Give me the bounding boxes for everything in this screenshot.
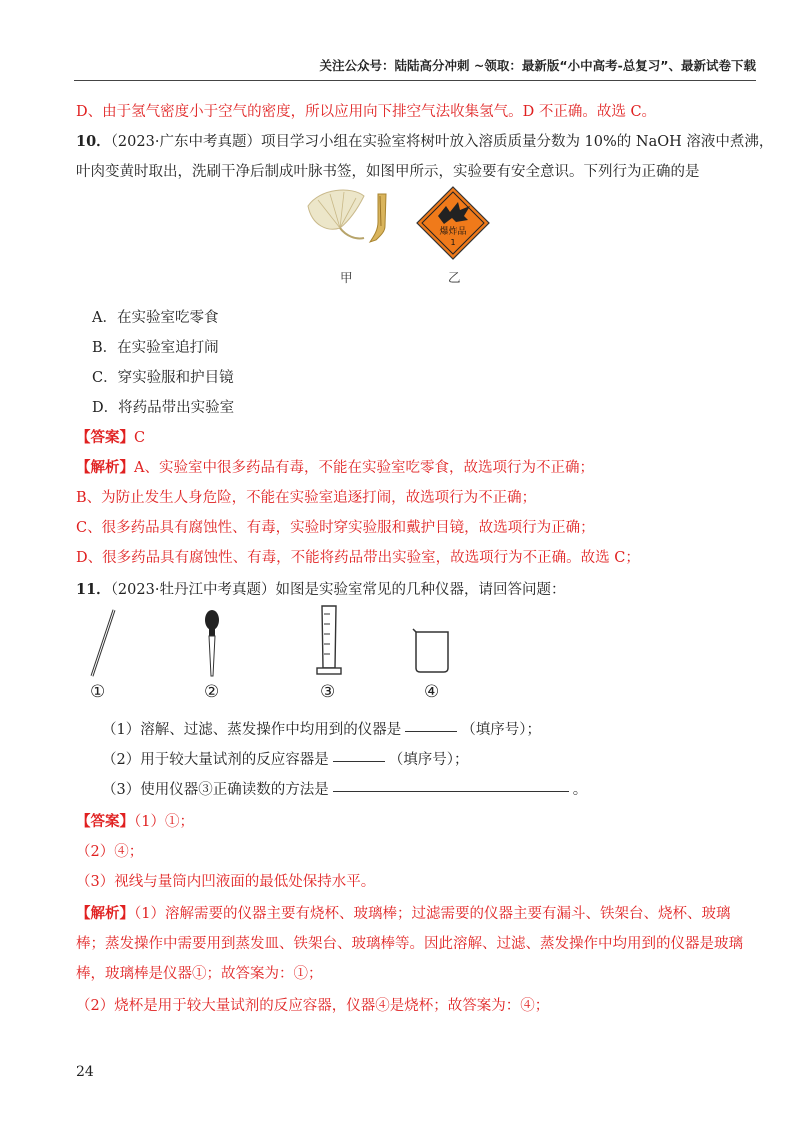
q11-answer-3: （3）视线与量筒内凹液面的最低处保持水平。 xyxy=(76,874,376,890)
sub2-suffix: （填序号）； xyxy=(388,752,469,768)
q11-explanation-1c: 棒，玻璃棒是仪器①；故答案为：①； xyxy=(76,966,323,982)
instrument-label-3: ③ xyxy=(320,682,336,702)
prev-answer-d: D、由于氢气密度小于空气的密度，所以应用向下排空气法收集氢气。D 不正确。故选 C。 xyxy=(76,104,657,120)
q10-stem-line-1 xyxy=(76,130,773,151)
q11-answer-2: （2）④； xyxy=(76,844,144,860)
q11-explanation-1b: 棒；蒸发操作中需要用到蒸发皿、铁架台、玻璃棒等。因此溶解、过滤、蒸发操作中均用到的仪器是玻璃 xyxy=(76,936,743,952)
q11-explanation-2: （2）烧杯是用于较大量试剂的反应容器，仪器④是烧杯；故答案为：④； xyxy=(76,998,550,1014)
q11-number: 11． xyxy=(76,581,111,598)
sub1-suffix: （填序号）； xyxy=(461,722,541,738)
answer-label: 【答案】 xyxy=(76,429,134,446)
q11-stem xyxy=(76,578,565,599)
page-header: 关注公众号：陆陆高分冲刺 ~领取：最新版“小中高考-总复习”、最新试卷下载 xyxy=(319,58,756,73)
answer-blank xyxy=(405,730,457,732)
header-rule xyxy=(74,80,756,81)
explanation-label: 【解析】 xyxy=(76,905,134,922)
sub3-text: （3）使用仪器③正确读数的方法是 xyxy=(102,782,329,798)
q10-stem-line-2: 叶肉变黄时取出，洗刷干净后制成叶脉书签，如图甲所示，实验要有安全意识。下列行为正确的是 xyxy=(76,164,700,180)
figure-label-jia: 甲 xyxy=(340,270,353,285)
dropper-icon xyxy=(200,608,224,680)
sub1-text: （1）溶解、过滤、蒸发操作中均用到的仪器是 xyxy=(102,722,402,738)
q10-option-c: C．穿实验服和护目镜 xyxy=(92,370,234,386)
instrument-label-4: ④ xyxy=(424,682,440,702)
q11-stem-text: （2023·牡丹江中考真题）如图是实验室常见的几种仪器，请回答问题： xyxy=(110,582,566,598)
q10-explanation-b: B、为防止发生人身危险，不能在实验室追逐打闹，故选项行为不正确； xyxy=(76,490,537,506)
q11-sub-question-2 xyxy=(102,748,468,769)
q11-answer-1 xyxy=(76,810,194,831)
q10-explanation-d: D、很多药品具有腐蚀性、有毒，不能将药品带出实验室，故选项行为不正确。故选 C； xyxy=(76,550,640,566)
explanation-label: 【解析】 xyxy=(76,459,134,476)
sign-number: 1 xyxy=(450,238,456,247)
q10-explanation-a xyxy=(76,456,594,477)
answer-value: C xyxy=(134,430,146,446)
answer-text: （1）①； xyxy=(134,814,194,830)
leaf-vein-bookmark-image xyxy=(300,186,400,258)
sub2-text: （2）用于较大量试剂的反应容器是 xyxy=(102,752,329,768)
beaker-icon xyxy=(412,628,452,674)
answer-blank xyxy=(333,760,385,762)
q10-number: 10． xyxy=(76,133,111,150)
answer-blank-long xyxy=(333,790,569,792)
figure-label-yi: 乙 xyxy=(448,270,461,285)
q10-option-a: A．在实验室吃零食 xyxy=(92,310,219,326)
instrument-label-1: ① xyxy=(90,682,106,702)
q10-option-b: B．在实验室追打闹 xyxy=(92,340,219,356)
q10-stem-text: （2023·广东中考真题）项目学习小组在实验室将树叶放入溶质质量分数为 10%的 NaOH 溶液中煮沸， xyxy=(110,134,774,150)
instrument-label-2: ② xyxy=(204,682,220,702)
answer-label: 【答案】 xyxy=(76,813,134,830)
q10-explanation-c: C、很多药品具有腐蚀性、有毒，实验时穿实验服和戴护目镜，故选项行为正确； xyxy=(76,520,595,536)
explanation-text: （1）溶解需要的仪器主要有烧杯、玻璃棒；过滤需要的仪器主要有漏斗、铁架台、烧杯、玻璃 xyxy=(134,906,731,922)
graduated-cylinder-icon xyxy=(314,604,344,680)
glass-rod-icon xyxy=(88,608,118,678)
q11-sub-question-1 xyxy=(102,718,541,739)
sub3-suffix: 。 xyxy=(572,782,588,798)
q10-option-d: D．将药品带出实验室 xyxy=(92,400,235,416)
explanation-text: A、实验室中很多药品有毒，不能在实验室吃零食，故选项行为不正确； xyxy=(134,460,594,476)
q11-explanation-1a xyxy=(76,902,730,923)
q10-answer xyxy=(76,426,145,447)
q11-sub-question-3 xyxy=(102,778,587,799)
sign-text: 爆炸品 xyxy=(439,227,467,237)
explosive-hazard-sign xyxy=(416,186,490,260)
page-number: 24 xyxy=(76,1064,94,1080)
